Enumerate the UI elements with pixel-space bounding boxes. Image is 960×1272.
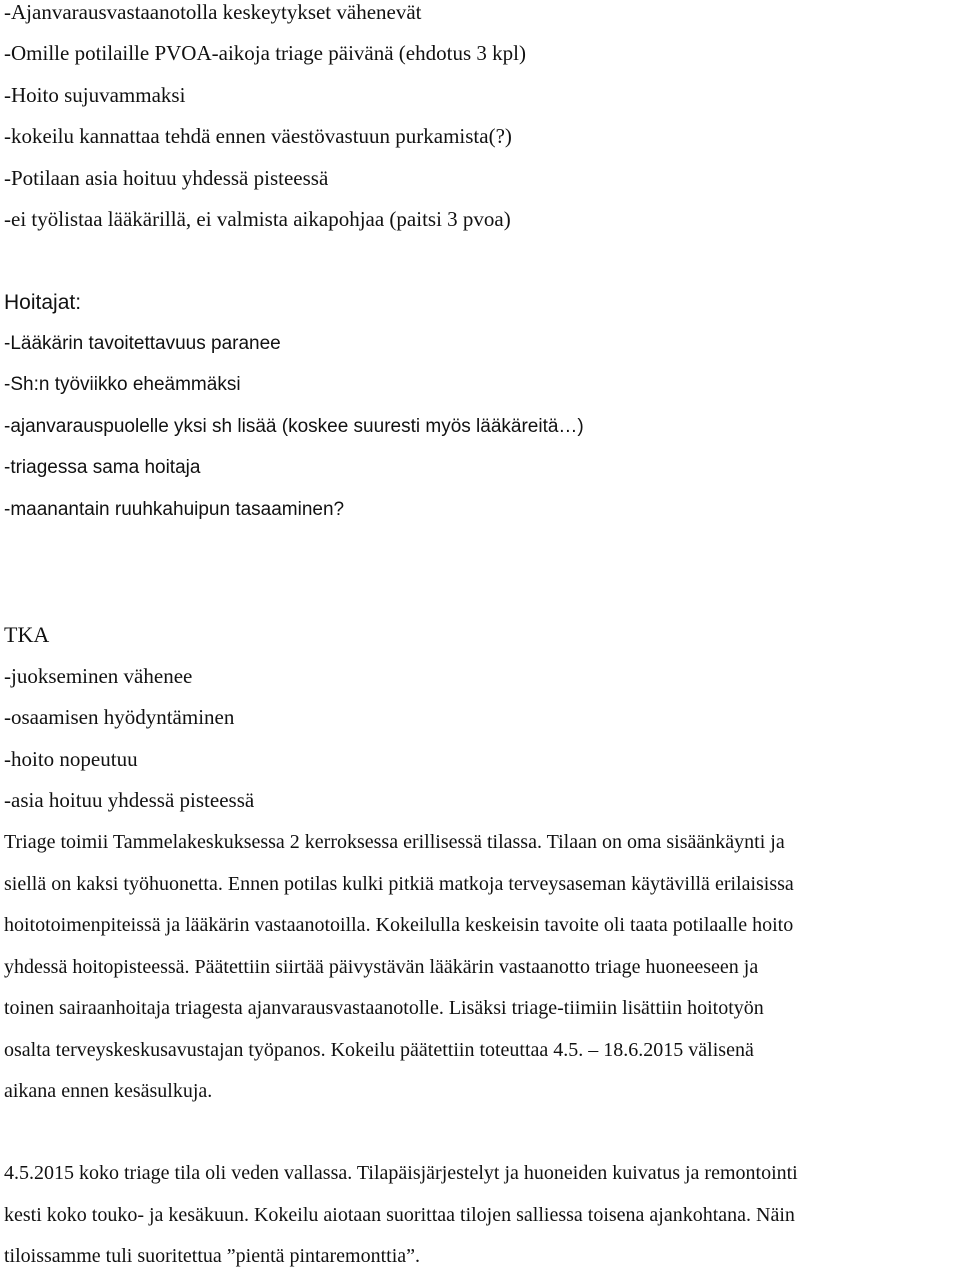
paragraph-line: yhdessä hoitopisteessä. Päätettiin siirtää päivystävän lääkärin vastaanotto triage huoneeseen ja bbox=[4, 956, 759, 978]
text-line: -Ajanvarausvastaanotolla keskeytykset vähenevät bbox=[4, 0, 422, 24]
paragraph-line: kesti koko touko- ja kesäkuun. Kokeilu aiotaan suorittaa tilojen salliessa toisena ajankohtana. Näin bbox=[4, 1204, 795, 1226]
text-line: -Hoito sujuvammaksi bbox=[4, 83, 186, 107]
text-line: -asia hoituu yhdessä pisteessä bbox=[4, 788, 255, 812]
text-line: -Potilaan asia hoituu yhdessä pisteessä bbox=[4, 166, 329, 190]
text-line: -maanantain ruuhkahuipun tasaaminen? bbox=[4, 499, 345, 520]
paragraph-line: Triage toimii Tammelakeskuksessa 2 kerroksessa erillisessä tilassa. Tilaan on oma sisäänkäynti ja bbox=[4, 831, 785, 853]
text-line: -Omille potilaille PVOA-aikoja triage päivänä (ehdotus 3 kpl) bbox=[4, 41, 526, 65]
paragraph-line: tiloissamme tuli suoritettua ”pientä pintaremonttia”. bbox=[4, 1245, 421, 1267]
section-heading: TKA bbox=[4, 622, 50, 647]
text-line: -Lääkärin tavoitettavuus paranee bbox=[4, 333, 281, 354]
paragraph-line: siellä on kaksi työhuonetta. Ennen potilas kulki pitkiä matkoja terveysaseman käytävillä erilaisissa bbox=[4, 873, 794, 895]
text-line: -ajanvarauspuolelle yksi sh lisää (koskee suuresti myös lääkäreitä…) bbox=[4, 416, 584, 437]
paragraph-line: toinen sairaanhoitaja triagesta ajanvarausvastaanotolle. Lisäksi triage-tiimiin lisättiin hoitotyön bbox=[4, 997, 764, 1019]
paragraph-line: osalta terveyskeskusavustajan työpanos. Kokeilu päätettiin toteuttaa 4.5. – 18.6.2015 välisenä bbox=[4, 1039, 754, 1061]
paragraph-line: hoitotoimenpiteissä ja lääkärin vastaanotoilla. Kokeilulla keskeisin tavoite oli taata potilaalle hoito bbox=[4, 914, 794, 936]
text-line: -ei työlistaa lääkärillä, ei valmista aikapohjaa (paitsi 3 pvoa) bbox=[4, 207, 511, 231]
text-line: -hoito nopeutuu bbox=[4, 747, 138, 771]
text-line: -Sh:n työviikko eheämmäksi bbox=[4, 374, 241, 395]
text-line: -triagessa sama hoitaja bbox=[4, 457, 201, 478]
text-line: -juokseminen vähenee bbox=[4, 664, 193, 688]
section-heading: Hoitajat: bbox=[4, 291, 82, 314]
paragraph-line: 4.5.2015 koko triage tila oli veden vallassa. Tilapäisjärjestelyt ja huoneiden kuivatus ja remontointi bbox=[4, 1162, 798, 1184]
paragraph-line: aikana ennen kesäsulkuja. bbox=[4, 1080, 213, 1102]
text-line: -kokeilu kannattaa tehdä ennen väestövastuun purkamista(?) bbox=[4, 124, 512, 148]
text-line: -osaamisen hyödyntäminen bbox=[4, 705, 235, 729]
